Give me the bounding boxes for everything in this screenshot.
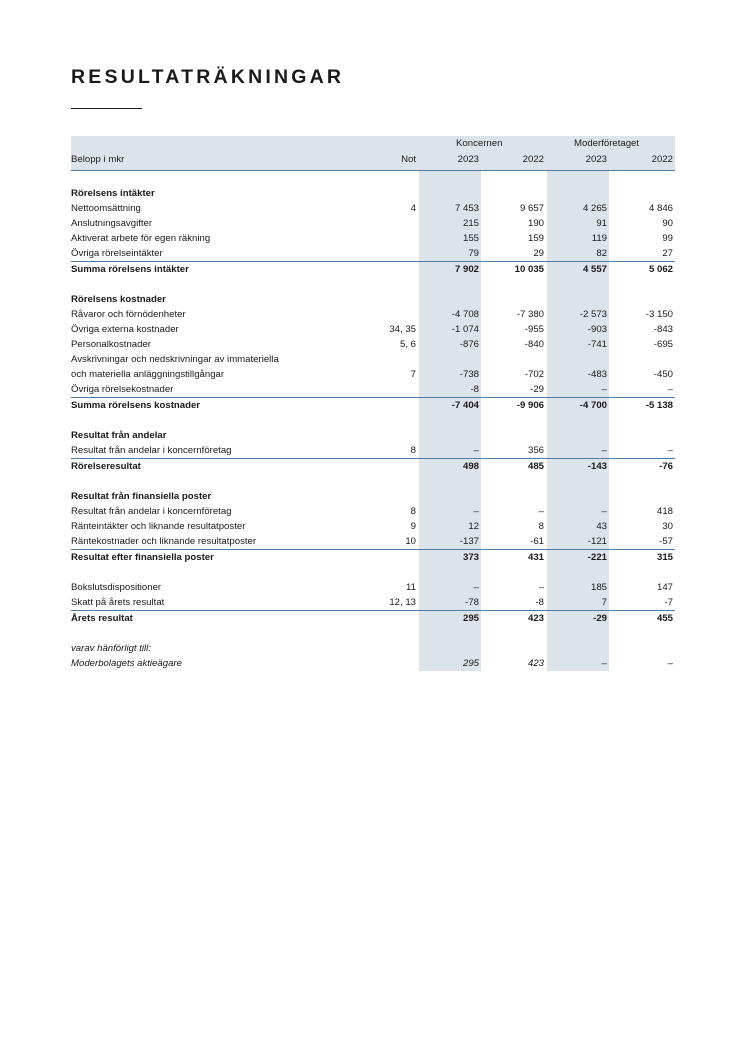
spacer-row (71, 565, 675, 580)
value-moder-2023: 82 (596, 248, 607, 259)
value-koncernen-2023: 79 (468, 248, 479, 259)
row-label: Summa rörelsens kostnader (71, 400, 201, 411)
table-row (71, 186, 675, 201)
table-row (71, 595, 675, 611)
value-koncernen-2022: -7 380 (516, 309, 544, 320)
row-label: Rörelseresultat (71, 461, 141, 472)
value-koncernen-2022: – (538, 582, 544, 593)
table-row (71, 580, 675, 595)
row-label: Övriga rörelsekostnader (71, 384, 174, 395)
row-note: 7 (410, 369, 416, 380)
value-moder-2022: 315 (656, 552, 673, 563)
row-label: Personalkostnader (71, 339, 151, 350)
column-shade (547, 413, 609, 428)
value-koncernen-2022: 485 (527, 461, 544, 472)
spacer-row (71, 474, 675, 489)
value-moder-2023: -2 573 (579, 309, 607, 320)
table-row (71, 382, 675, 398)
table-row (71, 398, 675, 413)
value-moder-2022: 418 (656, 506, 673, 517)
value-moder-2022: -5 138 (645, 400, 673, 411)
value-moder-2023: -29 (593, 613, 607, 624)
value-koncernen-2022: 190 (527, 218, 544, 229)
row-note: 10 (405, 536, 416, 547)
column-shade (419, 352, 481, 367)
column-shade (547, 171, 609, 186)
row-label: Resultat från andelar i koncernföretag (71, 445, 232, 456)
table-row (71, 292, 675, 307)
column-shade (547, 186, 609, 201)
column-shade (547, 443, 609, 458)
value-moder-2023: 4 265 (582, 203, 607, 214)
row-label: Skatt på årets resultat (71, 597, 165, 608)
column-shade (547, 474, 609, 489)
table-row (71, 322, 675, 337)
table-row (71, 337, 675, 352)
group-moder-label: Moderföretaget (574, 138, 640, 149)
value-moder-2023: 43 (596, 521, 607, 532)
table-row (71, 367, 675, 382)
column-shade (419, 171, 481, 186)
page-title: RESULTATRÄKNINGAR (71, 66, 345, 88)
value-koncernen-2023: 498 (462, 461, 479, 472)
group-koncernen-label: Koncernen (456, 138, 503, 149)
value-koncernen-2022: 356 (527, 445, 544, 456)
row-label: Avskrivningar och nedskrivningar av immateriella (71, 354, 279, 365)
value-koncernen-2023: -876 (459, 339, 479, 350)
row-label: Nettoomsättning (71, 203, 141, 214)
col-moder-2022-header: 2022 (651, 154, 673, 165)
row-note: 8 (410, 506, 416, 517)
value-moder-2023: -741 (587, 339, 607, 350)
column-shade (547, 626, 609, 641)
col-not-header: Not (401, 154, 416, 165)
value-moder-2023: – (601, 658, 607, 669)
value-moder-2023: 4 557 (582, 264, 607, 275)
value-moder-2022: 27 (662, 248, 673, 259)
row-label: Årets resultat (71, 613, 133, 624)
value-moder-2023: -121 (587, 536, 607, 547)
value-moder-2023: -903 (587, 324, 607, 335)
column-shade (419, 428, 481, 443)
value-moder-2022: 30 (662, 521, 673, 532)
value-moder-2023: – (601, 384, 607, 395)
col-koncernen-2022-header: 2022 (522, 154, 544, 165)
value-moder-2022: 5 062 (648, 264, 673, 275)
value-koncernen-2023: 7 453 (454, 203, 479, 214)
spacer-row (71, 277, 675, 292)
value-koncernen-2022: -9 906 (516, 400, 544, 411)
value-koncernen-2022: -955 (524, 324, 544, 335)
column-shade (419, 580, 481, 595)
column-shade (419, 292, 481, 307)
row-label: Övriga rörelseintäkter (71, 248, 163, 259)
value-koncernen-2022: – (538, 506, 544, 517)
column-shade (419, 443, 481, 458)
row-note: 12, 13 (389, 597, 416, 608)
column-shade (419, 641, 481, 656)
value-koncernen-2023: 215 (462, 218, 479, 229)
row-note: 11 (406, 582, 416, 593)
value-koncernen-2023: – (473, 445, 479, 456)
row-note: 34, 35 (389, 324, 416, 335)
row-label: Ränteintäkter och liknande resultatposter (71, 521, 246, 532)
table-row (71, 246, 675, 262)
spacer-row (71, 626, 675, 641)
table-row (71, 641, 675, 656)
value-moder-2023: -143 (587, 461, 607, 472)
value-moder-2022: 147 (656, 582, 673, 593)
value-koncernen-2023: 7 902 (454, 264, 479, 275)
column-shade (419, 277, 481, 292)
value-koncernen-2022: 423 (527, 658, 544, 669)
table-row (71, 519, 675, 534)
value-koncernen-2022: -840 (524, 339, 544, 350)
column-shade (419, 489, 481, 504)
value-moder-2023: – (601, 445, 607, 456)
table-row (71, 504, 675, 519)
value-moder-2022: -3 150 (645, 309, 673, 320)
value-moder-2022: – (667, 445, 673, 456)
column-shade (547, 641, 609, 656)
value-moder-2022: – (667, 658, 673, 669)
table-body (71, 171, 675, 671)
table-row (71, 262, 675, 277)
value-koncernen-2023: 12 (468, 521, 479, 532)
col-moder-2023-header: 2023 (585, 154, 607, 165)
title-rule (71, 108, 142, 109)
value-koncernen-2023: -1 074 (451, 324, 479, 335)
income-statement-table (71, 136, 675, 671)
column-shade (547, 504, 609, 519)
value-koncernen-2022: 29 (533, 248, 544, 259)
row-label: Moderbolagets aktieägare (71, 658, 182, 669)
column-shade (419, 626, 481, 641)
table-row (71, 489, 675, 504)
column-shade (547, 489, 609, 504)
spacer-row (71, 171, 675, 186)
value-moder-2023: 119 (591, 233, 607, 244)
value-koncernen-2022: -61 (530, 536, 544, 547)
column-shade (547, 428, 609, 443)
value-moder-2022: -76 (659, 461, 673, 472)
col-koncernen-2023-header: 2023 (457, 154, 479, 165)
value-koncernen-2023: 373 (462, 552, 479, 563)
value-moder-2022: – (667, 384, 673, 395)
column-shade (419, 565, 481, 580)
table-row (71, 201, 675, 216)
column-shade (547, 352, 609, 367)
row-label: Räntekostnader och liknande resultatposter (71, 536, 257, 547)
row-label: Bokslutsdispositioner (71, 582, 162, 593)
row-note: 4 (410, 203, 416, 214)
value-moder-2022: -450 (653, 369, 673, 380)
value-koncernen-2022: 423 (527, 613, 544, 624)
column-shade (547, 382, 609, 397)
value-koncernen-2022: 10 035 (514, 264, 544, 275)
value-koncernen-2023: 295 (462, 658, 479, 669)
value-moder-2022: -7 (664, 597, 673, 608)
value-koncernen-2022: 431 (527, 552, 544, 563)
value-moder-2023: – (601, 506, 607, 517)
value-koncernen-2023: -8 (470, 384, 479, 395)
row-label: Resultat efter finansiella poster (71, 552, 214, 563)
value-koncernen-2022: -702 (524, 369, 544, 380)
row-note: 9 (410, 521, 416, 532)
column-shade (419, 186, 481, 201)
table-row (71, 459, 675, 474)
row-label: Summa rörelsens intäkter (71, 264, 189, 275)
row-label: och materiella anläggningstillgångar (71, 369, 225, 380)
table-row (71, 611, 675, 626)
table-header (71, 136, 675, 171)
row-note: 5, 6 (399, 339, 416, 350)
value-koncernen-2023: 295 (462, 613, 479, 624)
value-koncernen-2022: 8 (538, 521, 544, 532)
value-koncernen-2023: 155 (462, 233, 479, 244)
table-row (71, 428, 675, 443)
value-koncernen-2023: -7 404 (451, 400, 479, 411)
table-row (71, 656, 675, 671)
row-label: Övriga externa kostnader (71, 324, 179, 335)
value-moder-2022: -843 (653, 324, 673, 335)
value-moder-2022: 99 (662, 233, 673, 244)
value-moder-2022: -695 (653, 339, 673, 350)
value-moder-2022: 455 (656, 613, 673, 624)
row-label: Råvaror och förnödenheter (71, 309, 186, 320)
row-label: Resultat från finansiella poster (71, 491, 212, 502)
value-moder-2023: 91 (596, 218, 607, 229)
table-row (71, 216, 675, 231)
value-koncernen-2022: -29 (530, 384, 544, 395)
value-koncernen-2022: 159 (527, 233, 544, 244)
row-label: Rörelsens intäkter (71, 188, 155, 199)
column-shade (419, 504, 481, 519)
value-moder-2023: -4 700 (579, 400, 607, 411)
value-moder-2022: 4 846 (648, 203, 673, 214)
row-label: Rörelsens kostnader (71, 294, 166, 305)
value-koncernen-2022: 9 657 (519, 203, 544, 214)
column-shade (547, 565, 609, 580)
value-koncernen-2023: – (473, 582, 479, 593)
column-shade (547, 277, 609, 292)
table-row (71, 352, 675, 367)
table-row (71, 534, 675, 550)
column-shade (547, 595, 609, 610)
spacer-row (71, 413, 675, 428)
value-koncernen-2023: -738 (459, 369, 479, 380)
value-moder-2022: -57 (659, 536, 673, 547)
column-shade (547, 292, 609, 307)
row-label: Resultat från andelar i koncernföretag (71, 506, 232, 517)
value-koncernen-2022: -8 (535, 597, 544, 608)
value-moder-2023: 185 (590, 582, 607, 593)
table-row (71, 307, 675, 322)
table-row (71, 231, 675, 246)
table-row (71, 550, 675, 565)
value-moder-2023: 7 (601, 597, 607, 608)
row-label: Aktiverat arbete för egen räkning (71, 233, 211, 244)
value-koncernen-2023: -137 (459, 536, 479, 547)
column-shade (419, 413, 481, 428)
value-koncernen-2023: -78 (465, 597, 479, 608)
value-moder-2022: 90 (662, 218, 673, 229)
row-label: varav hänförligt till: (71, 643, 151, 654)
column-shade (419, 474, 481, 489)
value-moder-2023: -221 (587, 552, 607, 563)
table-row (71, 443, 675, 459)
row-label: Anslutningsavgifter (71, 218, 153, 229)
col-belopp-header: Belopp i mkr (71, 154, 125, 165)
value-koncernen-2023: – (473, 506, 479, 517)
value-koncernen-2023: -4 708 (451, 309, 479, 320)
value-moder-2023: -483 (587, 369, 607, 380)
row-label: Resultat från andelar (71, 430, 167, 441)
row-note: 8 (410, 445, 416, 456)
column-shade (547, 656, 609, 671)
